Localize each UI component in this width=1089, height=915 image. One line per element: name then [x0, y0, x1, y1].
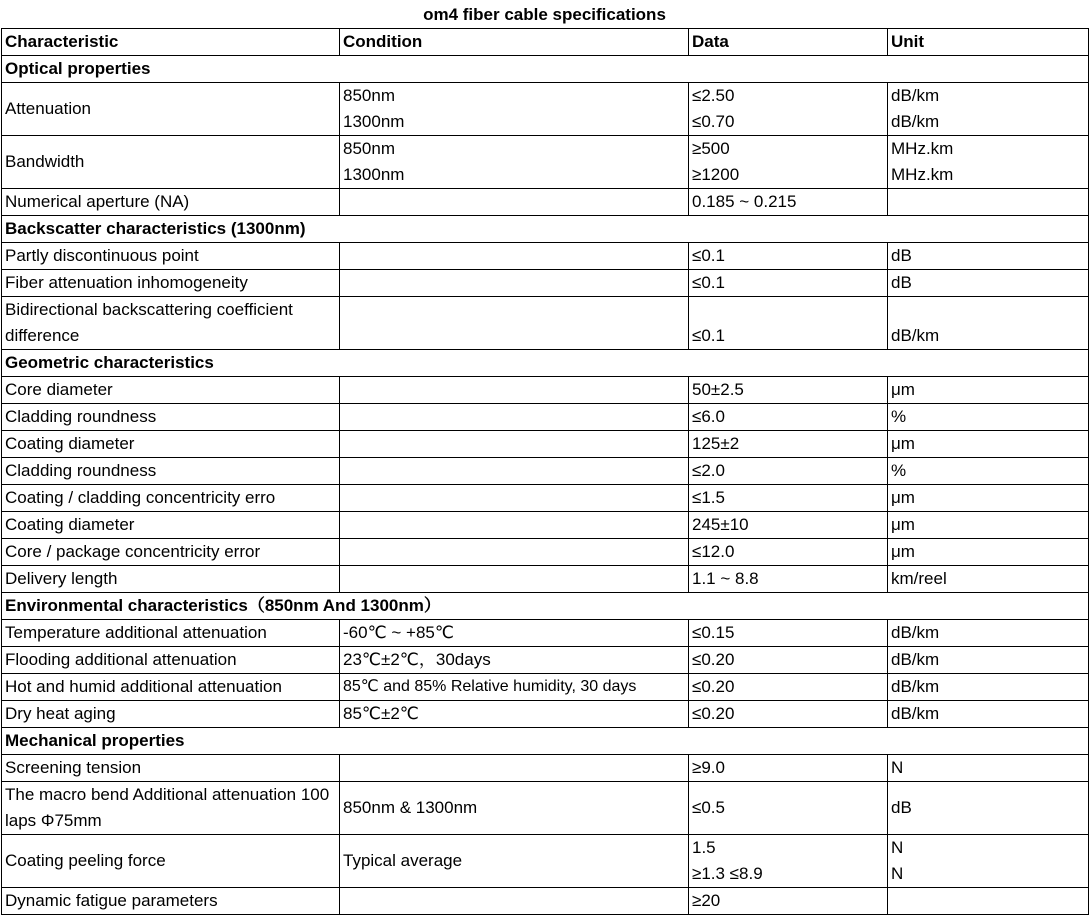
row-condition: [340, 431, 689, 458]
page-title: om4 fiber cable specifications: [423, 5, 666, 24]
section-mechanical: Mechanical properties: [2, 728, 1089, 755]
row-data: 1.5 ≥1.3 ≤8.9: [689, 835, 888, 888]
row-condition: Typical average: [340, 835, 689, 888]
table-row: [2, 782, 1089, 835]
row-condition: [340, 458, 689, 485]
row-data: ≤0.5: [689, 782, 888, 835]
row-name: Bidirectional backscattering coefficient difference: [2, 297, 340, 350]
table-row: [2, 835, 1089, 888]
row-name: Bandwidth: [2, 136, 340, 189]
row-data: ≤1.5: [689, 485, 888, 512]
row-unit: μm: [888, 431, 1089, 458]
row-name: Hot and humid additional attenuation: [2, 674, 340, 701]
row-condition: [340, 485, 689, 512]
row-data: ≤0.15: [689, 620, 888, 647]
row-data: ≤2.0: [689, 458, 888, 485]
row-name: Attenuation: [2, 83, 340, 136]
row-name: Coating / cladding concentricity erro: [2, 485, 340, 512]
row-condition: 850nm 1300nm: [340, 136, 689, 189]
table-row: [2, 539, 1089, 566]
row-unit: dB/km dB/km: [888, 83, 1089, 136]
row-condition: [340, 566, 689, 593]
row-unit: μm: [888, 539, 1089, 566]
row-data: 245±10: [689, 512, 888, 539]
row-unit: μm: [888, 512, 1089, 539]
section-geometric: Geometric characteristics: [2, 350, 1089, 377]
row-condition: [340, 404, 689, 431]
table-row: [2, 83, 1089, 136]
header-condition: Condition: [340, 29, 689, 56]
table-row: [2, 136, 1089, 189]
row-unit: μm: [888, 485, 1089, 512]
row-unit: %: [888, 404, 1089, 431]
row-unit: MHz.km MHz.km: [888, 136, 1089, 189]
row-condition: [340, 377, 689, 404]
row-unit: μm: [888, 377, 1089, 404]
row-data: ≤6.0: [689, 404, 888, 431]
table-row: [2, 297, 1089, 350]
row-data: ≤0.1: [689, 297, 888, 350]
section-environmental: Environmental characteristics（850nm And 1300nm）: [2, 593, 1089, 620]
table-row: [2, 189, 1089, 216]
row-data: ≤0.20: [689, 701, 888, 728]
row-data: 1.1 ~ 8.8: [689, 566, 888, 593]
row-unit: dB/km: [888, 647, 1089, 674]
row-unit: N N: [888, 835, 1089, 888]
table-row: [2, 270, 1089, 297]
row-data: ≥20: [689, 888, 888, 915]
row-name: Partly discontinuous point: [2, 243, 340, 270]
row-condition: [340, 539, 689, 566]
row-unit: dB/km: [888, 701, 1089, 728]
row-data: 0.185 ~ 0.215: [689, 189, 888, 216]
row-data: 50±2.5: [689, 377, 888, 404]
table-row: [2, 620, 1089, 647]
section-backscatter: Backscatter characteristics (1300nm): [2, 216, 1089, 243]
table-row: [2, 701, 1089, 728]
header-unit: Unit: [888, 29, 1089, 56]
row-data: ≤0.1: [689, 270, 888, 297]
row-data: ≥9.0: [689, 755, 888, 782]
section-row: [2, 593, 1089, 620]
row-condition: 850nm & 1300nm: [340, 782, 689, 835]
row-unit: dB: [888, 243, 1089, 270]
row-condition: [340, 888, 689, 915]
spec-table: [1, 28, 1089, 915]
row-name: Dynamic fatigue parameters: [2, 888, 340, 915]
row-condition: -60℃ ~ +85℃: [340, 620, 689, 647]
row-data: ≤0.1: [689, 243, 888, 270]
row-name: Coating diameter: [2, 512, 340, 539]
row-unit: dB/km: [888, 674, 1089, 701]
row-name: Cladding roundness: [2, 404, 340, 431]
row-name: Fiber attenuation inhomogeneity: [2, 270, 340, 297]
table-row: [2, 512, 1089, 539]
row-condition: 85℃±2℃: [340, 701, 689, 728]
section-row: [2, 56, 1089, 83]
row-name: Core / package concentricity error: [2, 539, 340, 566]
row-data: ≤2.50 ≤0.70: [689, 83, 888, 136]
row-name: Coating peeling force: [2, 835, 340, 888]
row-name: Delivery length: [2, 566, 340, 593]
section-row: [2, 350, 1089, 377]
row-name: Screening tension: [2, 755, 340, 782]
row-condition: 23℃±2℃，30days: [340, 647, 689, 674]
row-unit: N: [888, 755, 1089, 782]
row-name: Coating diameter: [2, 431, 340, 458]
section-row: [2, 728, 1089, 755]
row-condition: 85℃ and 85% Relative humidity, 30 days: [340, 674, 689, 701]
table-row: [2, 647, 1089, 674]
section-row: [2, 216, 1089, 243]
row-unit: [888, 888, 1089, 915]
row-data: ≥500 ≥1200: [689, 136, 888, 189]
row-name: The macro bend Additional attenuation 100 laps Φ75mm: [2, 782, 340, 835]
table-row: [2, 458, 1089, 485]
table-row: [2, 755, 1089, 782]
row-condition: [340, 512, 689, 539]
row-unit: km/reel: [888, 566, 1089, 593]
row-unit: %: [888, 458, 1089, 485]
table-row: [2, 377, 1089, 404]
row-unit: dB/km: [888, 620, 1089, 647]
row-condition: 850nm 1300nm: [340, 83, 689, 136]
row-unit: [888, 189, 1089, 216]
table-row: [2, 485, 1089, 512]
table-row: [2, 674, 1089, 701]
header-row: [2, 29, 1089, 56]
row-data: ≤0.20: [689, 647, 888, 674]
table-row: [2, 404, 1089, 431]
row-name: Numerical aperture (NA): [2, 189, 340, 216]
table-row: [2, 888, 1089, 915]
row-name: Core diameter: [2, 377, 340, 404]
section-optical: Optical properties: [2, 56, 1089, 83]
row-name: Dry heat aging: [2, 701, 340, 728]
table-row: [2, 431, 1089, 458]
row-name: Cladding roundness: [2, 458, 340, 485]
row-condition: [340, 243, 689, 270]
row-unit: dB: [888, 782, 1089, 835]
row-data: ≤12.0: [689, 539, 888, 566]
row-condition: [340, 755, 689, 782]
row-data: ≤0.20: [689, 674, 888, 701]
row-condition: [340, 189, 689, 216]
row-name: Flooding additional attenuation: [2, 647, 340, 674]
row-data: 125±2: [689, 431, 888, 458]
row-name: Temperature additional attenuation: [2, 620, 340, 647]
row-condition: [340, 270, 689, 297]
header-data: Data: [689, 29, 888, 56]
table-row: [2, 243, 1089, 270]
row-unit: dB: [888, 270, 1089, 297]
row-unit: dB/km: [888, 297, 1089, 350]
table-row: [2, 566, 1089, 593]
header-characteristic: Characteristic: [2, 29, 340, 56]
row-condition: [340, 297, 689, 350]
